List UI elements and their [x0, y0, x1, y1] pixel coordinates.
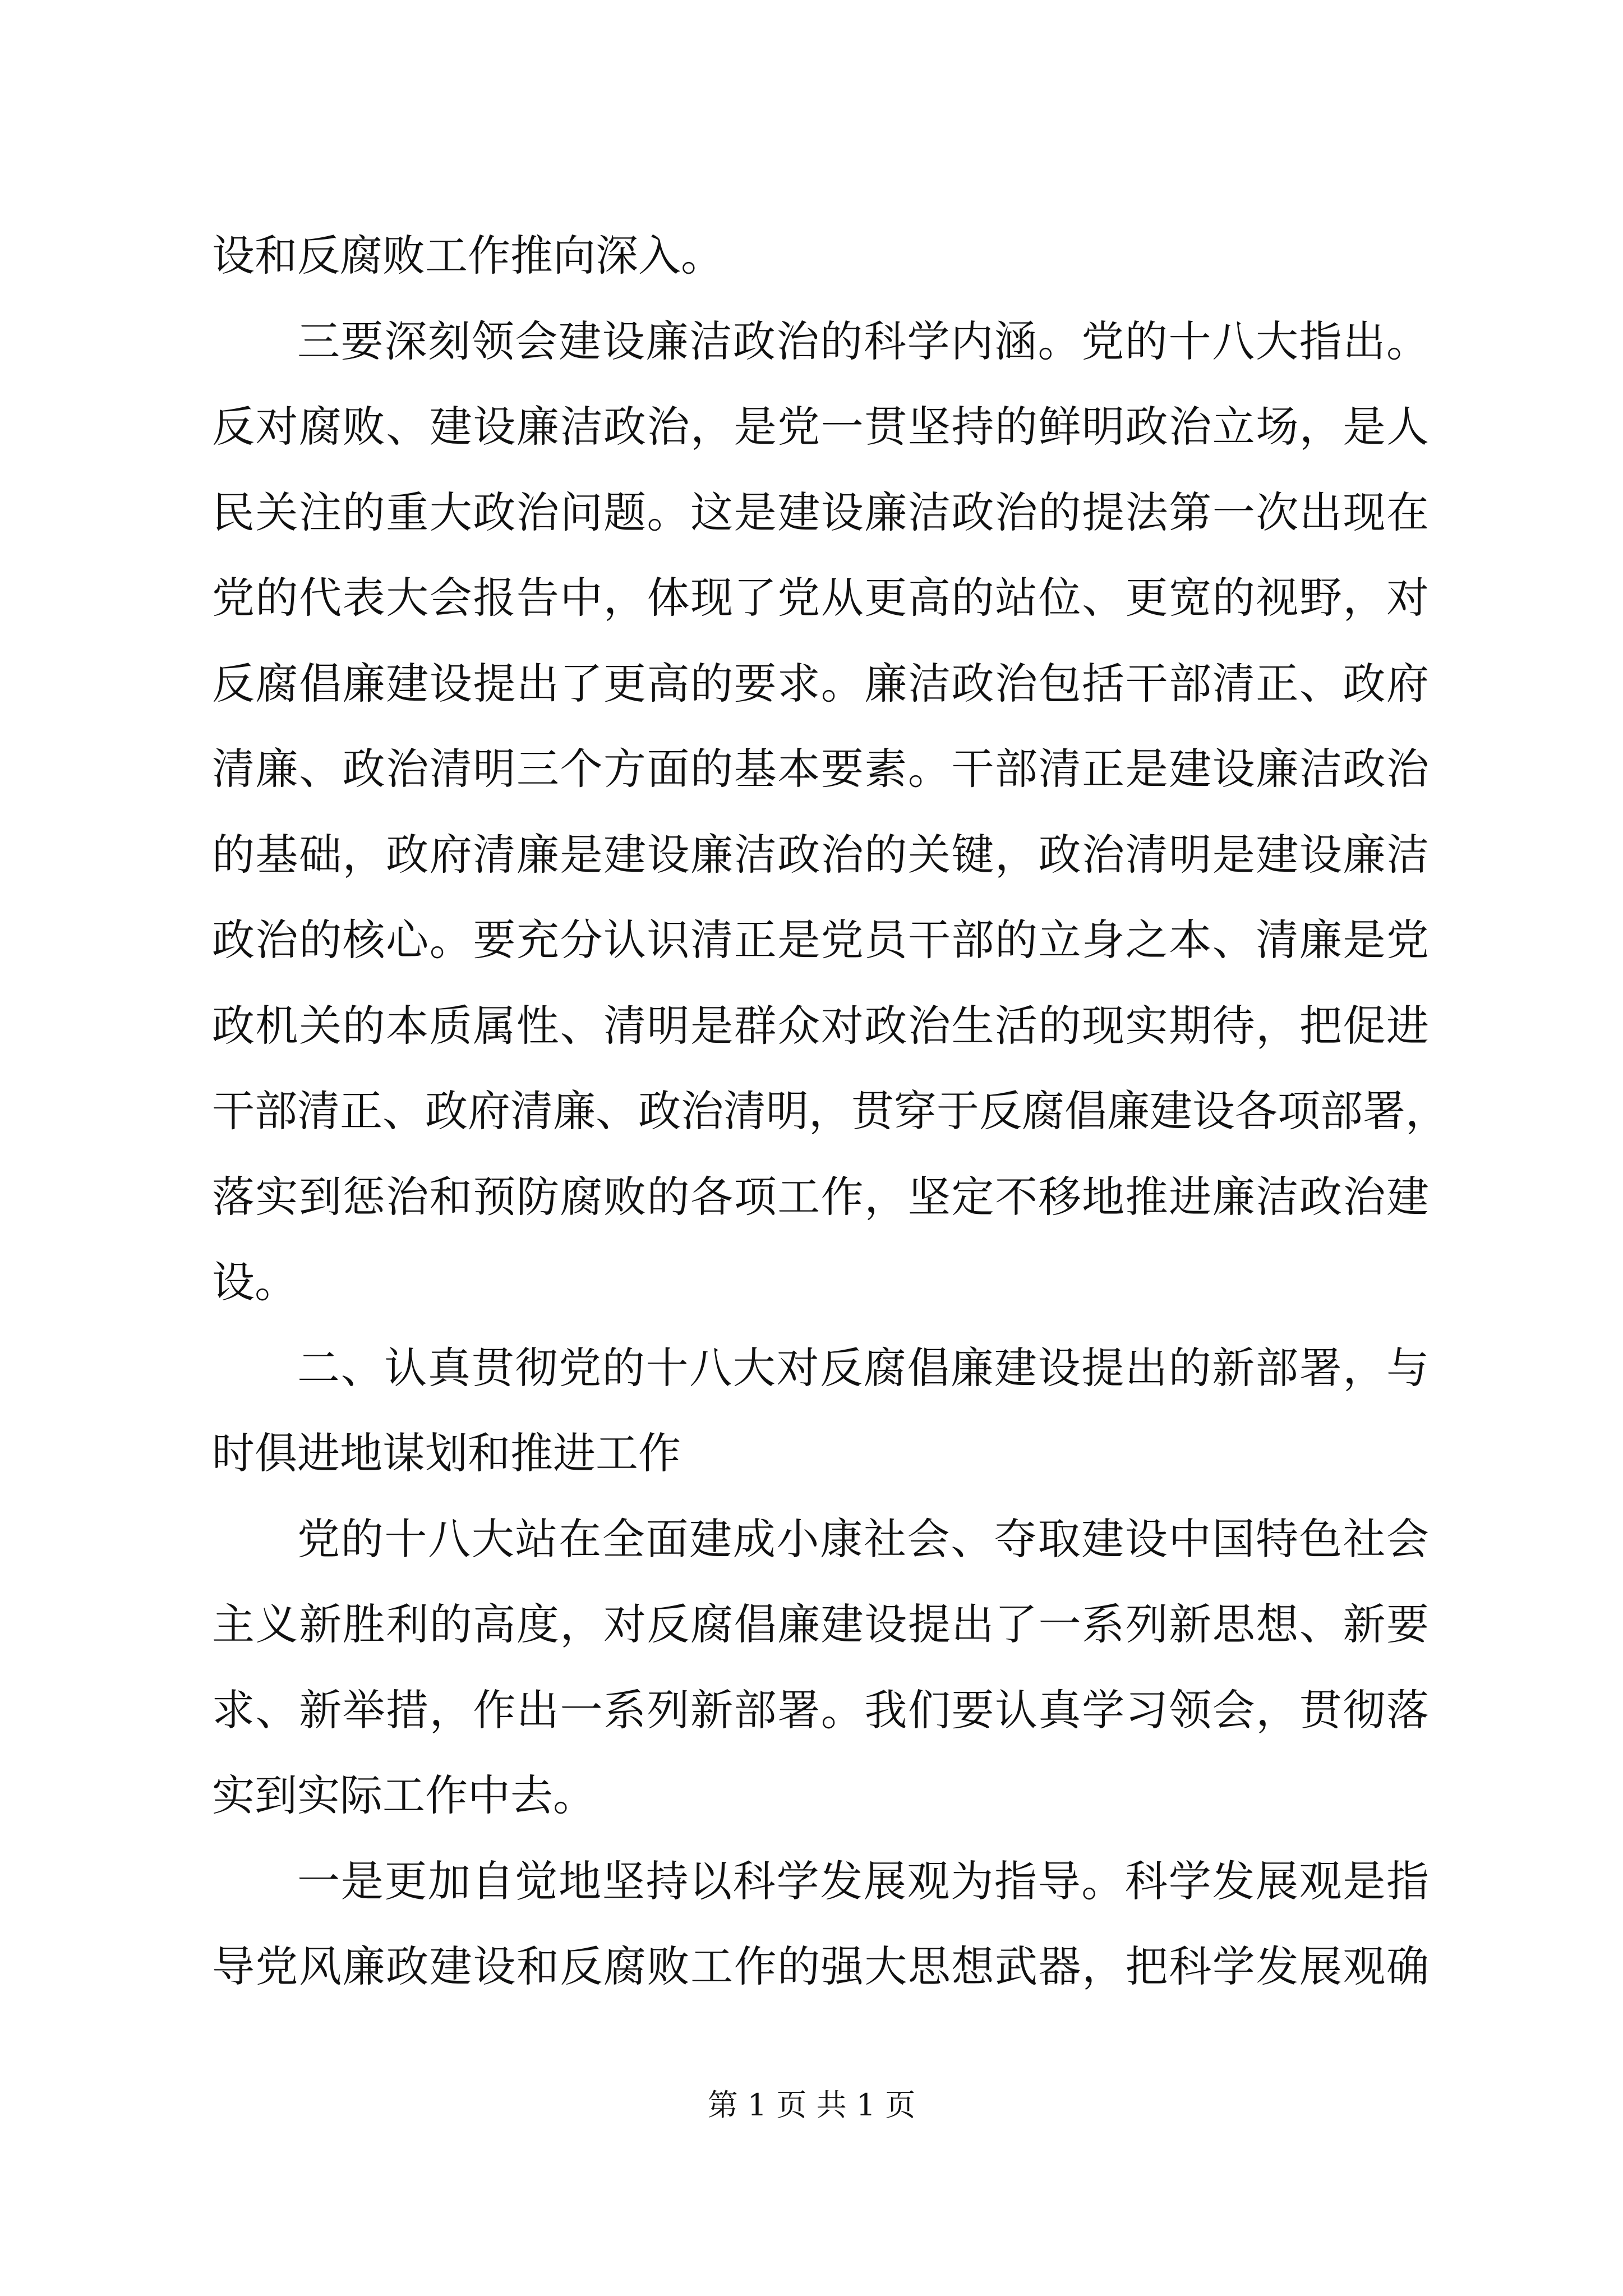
text-line: 干部清正、政府清廉、政治清明，贯穿于反腐倡廉建设各项部署， — [212, 1086, 1448, 1136]
section-heading — [212, 1326, 1429, 1497]
text-line: 导党风廉政建设和反腐败工作的强大思想武器，把科学发展观确 — [212, 1941, 1429, 1991]
text-line: 求、新举措，作出一系列新部署。我们要认真学习领会，贯彻落 — [212, 1685, 1429, 1735]
page-footer — [0, 2081, 1623, 2124]
text-line: 政治的核心。要充分认识清正是党员干部的立身之本、清廉是党 — [212, 915, 1429, 965]
text-line: 党的代表大会报告中，体现了党从更高的站位、更宽的视野，对 — [212, 573, 1429, 623]
text-line: 时俱进地谋划和推进工作 — [212, 1428, 681, 1478]
paragraph-5 — [212, 1839, 1429, 2010]
text-line: 实到实际工作中去。 — [212, 1770, 596, 1820]
page-number-label: 第 1 页 共 1 页 — [707, 2087, 916, 2123]
text-line: 主义新胜利的高度，对反腐倡廉建设提出了一系列新思想、新要 — [212, 1599, 1429, 1649]
text-line: 反对腐败、建设廉洁政治，是党一贯坚持的鲜明政治立场，是人 — [212, 402, 1429, 452]
text-line: 民关注的重大政治问题。这是建设廉洁政治的提法第一次出现在 — [212, 487, 1429, 537]
text-line: 清廉、政治清明三个方面的基本要素。干部清正是建设廉洁政治 — [212, 744, 1429, 794]
text-line: 的基础，政府清廉是建设廉洁政治的关键，政治清明是建设廉洁 — [212, 829, 1429, 880]
text-line: 三要深刻领会建设廉洁政治的科学内涵。党的十八大指出。 — [297, 316, 1429, 366]
paragraph-2 — [212, 299, 1448, 1326]
text-line: 政机关的本质属性、清明是群众对政治生活的现实期待，把促进 — [212, 1000, 1429, 1051]
text-line: 党的十八大站在全面建成小康社会、夺取建设中国特色社会 — [297, 1513, 1429, 1564]
paragraph-1 — [212, 213, 1429, 299]
text-line: 反腐倡廉建设提出了更高的要求。廉洁政治包括干部清正、政府 — [212, 658, 1429, 708]
text-line: 二、认真贯彻党的十八大对反腐倡廉建设提出的新部署，与 — [297, 1342, 1429, 1393]
text-line: 一是更加自觉地坚持以科学发展观为指导。科学发展观是指 — [297, 1856, 1429, 1906]
text-line: 设。 — [212, 1257, 297, 1307]
text-line: 落实到惩治和预防腐败的各项工作，坚定不移地推进廉洁政治建 — [212, 1171, 1429, 1222]
text-line: 设和反腐败工作推向深入。 — [212, 231, 723, 280]
document-body — [212, 213, 1448, 2010]
paragraph-4 — [212, 1497, 1429, 1839]
